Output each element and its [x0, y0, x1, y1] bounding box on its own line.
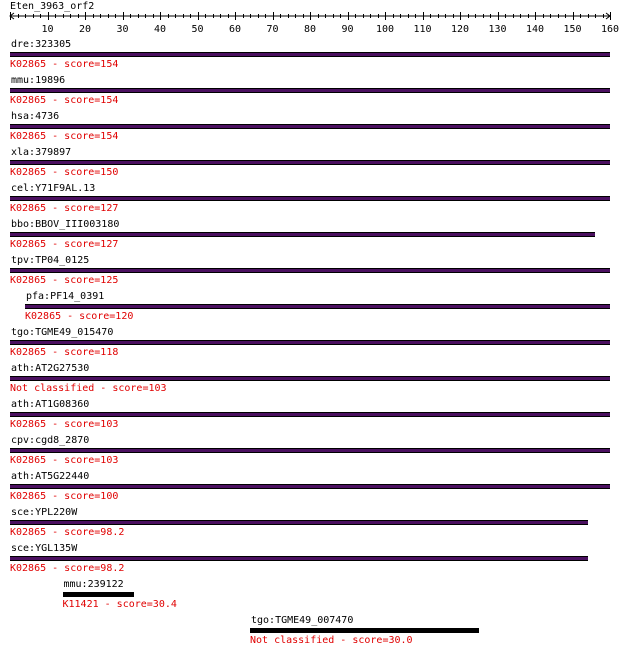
hit-row [0, 219, 620, 255]
hit-row [0, 615, 620, 651]
alignment-bar[interactable] [10, 52, 610, 57]
hit-score-link[interactable]: K02865 - score=125 [10, 275, 119, 286]
hit-row [0, 399, 620, 435]
hit-row [0, 327, 620, 363]
alignment-bar[interactable] [10, 448, 610, 453]
hit-row [0, 579, 620, 615]
hit-row [0, 255, 620, 291]
hit-score-link[interactable]: Not classified - score=30.0 [250, 635, 413, 646]
ruler-tick-label: 10 [41, 24, 54, 34]
ruler-tick-label: 30 [116, 24, 129, 34]
ruler-tick-label: 130 [488, 24, 507, 34]
alignment-bar[interactable] [10, 196, 610, 201]
hit-name-link[interactable]: sce:YGL135W [11, 543, 78, 554]
hit-row [0, 471, 620, 507]
hit-name-link[interactable]: ath:AT1G08360 [11, 399, 90, 410]
alignment-bar[interactable] [10, 160, 610, 165]
query-title: Eten_3963_orf2 [10, 1, 95, 12]
hit-name-link[interactable]: bbo:BBOV_III003180 [11, 219, 120, 230]
alignment-bar[interactable] [10, 376, 610, 381]
hit-row [0, 507, 620, 543]
position-ruler [0, 10, 620, 34]
alignment-bar[interactable] [10, 484, 610, 489]
hit-score-link[interactable]: K02865 - score=120 [25, 311, 134, 322]
ruler-tick-label: 70 [266, 24, 279, 34]
hit-row [0, 435, 620, 471]
alignment-bar[interactable] [10, 88, 610, 93]
hit-score-link[interactable]: K02865 - score=98.2 [10, 527, 125, 538]
ruler-tick-label: 80 [303, 24, 317, 34]
alignment-bar[interactable] [10, 232, 595, 237]
hit-name-link[interactable]: mmu:239122 [63, 579, 124, 590]
hit-name-link[interactable]: cpv:cgd8_2870 [11, 435, 90, 446]
hit-name-link[interactable]: cel:Y71F9AL.13 [11, 183, 96, 194]
hit-row [0, 111, 620, 147]
ruler-tick-label: 20 [78, 24, 92, 34]
alignment-bar[interactable] [63, 592, 134, 597]
hit-score-link[interactable]: K02865 - score=127 [10, 239, 119, 250]
ruler-tick-label: 110 [413, 24, 432, 34]
hit-name-link[interactable]: dre:323305 [11, 39, 72, 50]
hit-row [0, 147, 620, 183]
hit-name-link[interactable]: ath:AT2G27530 [11, 363, 90, 374]
alignment-bar[interactable] [10, 556, 588, 561]
hit-score-link[interactable]: K02865 - score=100 [10, 491, 119, 502]
alignment-bar[interactable] [10, 124, 610, 129]
hit-name-link[interactable]: tgo:TGME49_015470 [11, 327, 114, 338]
hit-name-link[interactable]: tgo:TGME49_007470 [251, 615, 354, 626]
hit-row [0, 543, 620, 579]
ruler-tick-label: 100 [375, 24, 395, 34]
hit-score-link[interactable]: Not classified - score=103 [10, 383, 167, 394]
hit-row [0, 75, 620, 111]
ruler-tick-label: 90 [341, 24, 354, 34]
hit-score-link[interactable]: K02865 - score=154 [10, 95, 119, 106]
hit-score-link[interactable]: K11421 - score=30.4 [62, 599, 177, 610]
alignment-bar[interactable] [10, 268, 610, 273]
hit-score-link[interactable]: K02865 - score=118 [10, 347, 119, 358]
hit-name-link[interactable]: hsa:4736 [11, 111, 60, 122]
hit-name-link[interactable]: ath:AT5G22440 [11, 471, 90, 482]
hit-row [0, 291, 620, 327]
hit-score-link[interactable]: K02865 - score=154 [10, 59, 119, 70]
alignment-bar[interactable] [10, 412, 610, 417]
ruler-tick-label: 40 [153, 24, 167, 34]
ruler-tick-label: 60 [228, 24, 242, 34]
alignment-bar[interactable] [25, 304, 610, 309]
alignment-bar[interactable] [10, 340, 610, 345]
hit-score-link[interactable]: K02865 - score=150 [10, 167, 119, 178]
ruler-tick-label: 50 [191, 24, 204, 34]
ruler-tick-label: 120 [450, 24, 470, 34]
hit-row [0, 183, 620, 219]
hit-name-link[interactable]: tpv:TP04_0125 [11, 255, 90, 266]
hit-score-link[interactable]: K02865 - score=127 [10, 203, 119, 214]
alignment-bar[interactable] [10, 520, 588, 525]
hit-score-link[interactable]: K02865 - score=98.2 [10, 563, 125, 574]
hit-row [0, 363, 620, 399]
ruler-tick-label: 140 [525, 24, 545, 34]
hit-name-link[interactable]: mmu:19896 [11, 75, 66, 86]
hit-score-link[interactable]: K02865 - score=103 [10, 419, 119, 430]
hit-name-link[interactable]: xla:379897 [11, 147, 72, 158]
alignment-bar[interactable] [250, 628, 479, 633]
ruler-tick-label: 150 [563, 24, 582, 34]
hit-row [0, 39, 620, 75]
hit-score-link[interactable]: K02865 - score=154 [10, 131, 119, 142]
hit-name-link[interactable]: sce:YPL220W [11, 507, 78, 518]
ruler-tick-label: 160 [600, 24, 620, 34]
hit-score-link[interactable]: K02865 - score=103 [10, 455, 119, 466]
hit-name-link[interactable]: pfa:PF14_0391 [26, 291, 105, 302]
